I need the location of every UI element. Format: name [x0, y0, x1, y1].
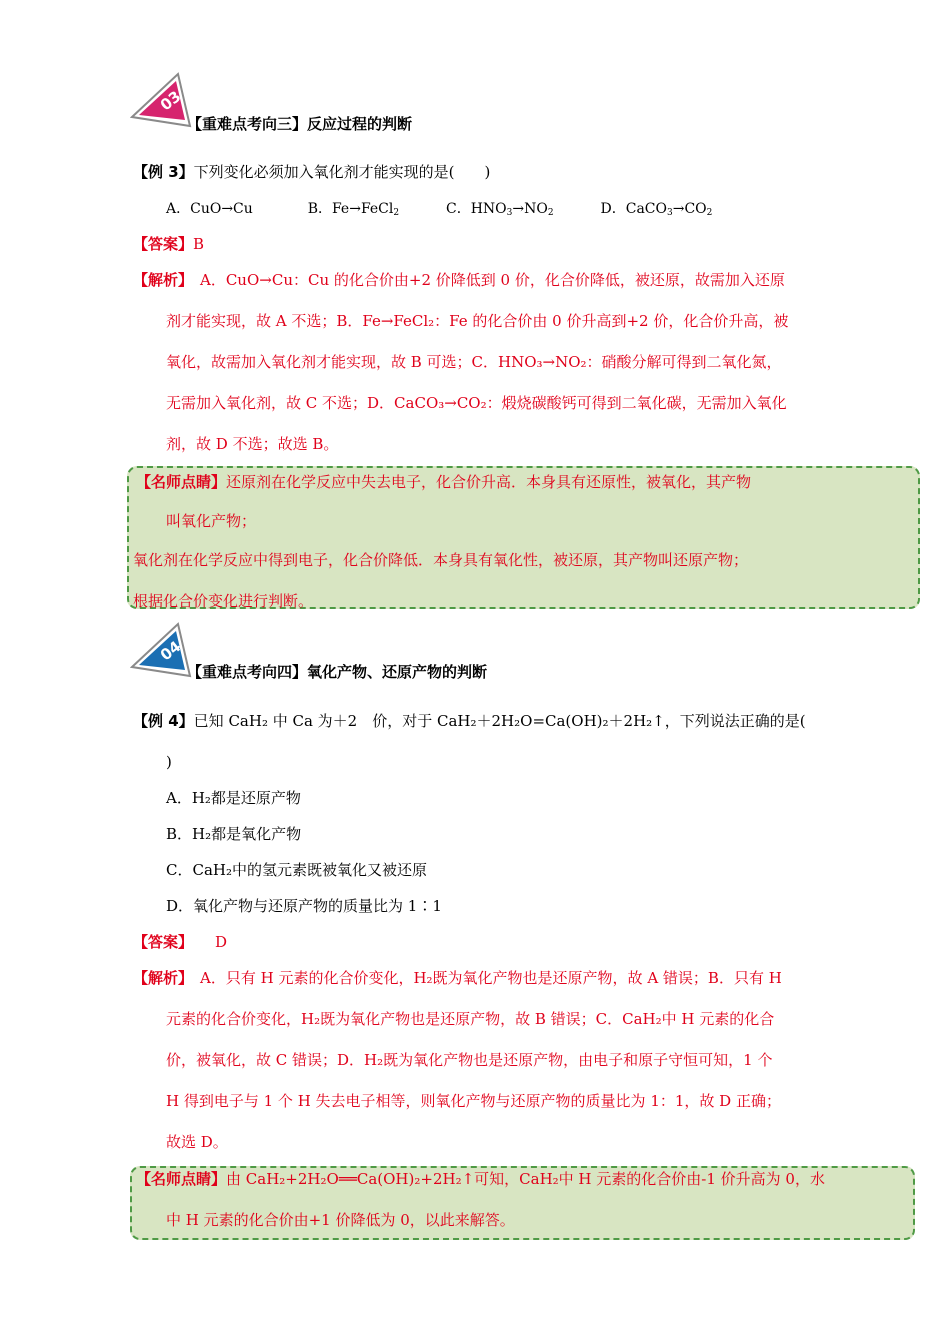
answer-value: D — [215, 933, 228, 951]
example-3-question — [133, 162, 490, 182]
question-text: 已知 CaH₂ 中 Ca 为＋2 价，对于 CaH₂＋2H₂O=Ca(OH)₂＋2H₂↑，下列说法正确的是( — [193, 712, 806, 730]
answer-value: B — [193, 235, 205, 253]
tip-3-line: 根据化合价变化进行判断。 — [133, 592, 314, 610]
question-continuation: ) — [166, 753, 172, 771]
answer-label: 【答案】 — [133, 933, 194, 951]
option-b: B．H₂都是氧化产物 — [166, 825, 302, 843]
analysis-line: A．只有 H 元素的化合价变化，H₂既为氧化产物也是还原产物，故 A 错误；B．只有 H — [200, 969, 782, 987]
analysis-line: 剂，故 D 不选；故选 B。 — [166, 435, 339, 453]
tip-3-line: 【名师点睛】还原剂在化学反应中失去电子，化合价升高．本身具有还原性，被氧化，其产物 — [136, 473, 752, 491]
options-row — [166, 199, 712, 219]
section-heading-4: 【重难点考向四】氧化产物、还原产物的判断 — [187, 663, 488, 681]
option-c: C．CaH₂中的氢元素既被氧化又被还原 — [166, 861, 427, 879]
tip-4-line: 中 H 元素的化合价由+1 价降低为 0，以此来解答。 — [166, 1211, 515, 1229]
tip-3-line: 叫氧化产物； — [166, 512, 257, 530]
option-d: D．氧化产物与还原产物的质量比为 1∶1 — [166, 897, 442, 915]
section-badge-04-icon — [130, 622, 192, 680]
svg-text:04: 04 — [156, 637, 185, 665]
analysis-line: H 得到电子与 1 个 H 失去电子相等，则氧化产物与还原产物的质量比为 1：1，故 D 正确； — [166, 1092, 781, 1110]
answer-label: 【答案】 — [133, 235, 194, 253]
analysis-3-label: 【解析】 — [133, 271, 194, 289]
section-badge-03-icon — [130, 72, 192, 130]
analysis-line: A．CuO→Cu：Cu 的化合价由+2 价降低到 0 价，化合价降低，被还原，故需加入还原 — [200, 271, 785, 289]
tip-label: 【名师点睛】 — [136, 473, 227, 491]
example-label: 【例 3】 — [133, 163, 194, 181]
option-b: B．Fe→FeCl$_2$ — [307, 201, 400, 218]
analysis-line: 氧化，故需加入氧化剂才能实现，故 B 可选；C．HNO₃→NO₂：硝酸分解可得到二氧化氮， — [166, 353, 782, 371]
tip-3-line: 氧化剂在化学反应中得到电子，化合价降低．本身具有氧化性，被还原，其产物叫还原产物； — [133, 551, 749, 569]
answer-3 — [133, 234, 204, 254]
analysis-line: 剂才能实现，故 A 不选；B．Fe→FeCl₂：Fe 的化合价由 0 价升高到+2 价，化合价升高，被 — [166, 312, 789, 330]
analysis-line: 无需加入氧化剂，故 C 不选；D．CaCO₃→CO₂：煅烧碳酸钙可得到二氧化碳，无需加入氧化 — [166, 394, 787, 412]
option-d: D．$CaCO_3\to CO_2$ — [600, 201, 713, 218]
analysis-line: 元素的化合价变化，H₂既为氧化产物也是还原产物，故 B 错误；C．CaH₂中 H 元素的化合 — [166, 1010, 775, 1028]
tip-4-line: 【名师点睛】由 CaH₂+2H₂O══Ca(OH)₂+2H₂↑可知，CaH₂中 H 元素的化合价由-1 价升高为 0，水 — [136, 1170, 825, 1188]
example-label: 【例 4】 — [133, 712, 194, 730]
analysis-4-label: 【解析】 — [133, 969, 194, 987]
example-4-question — [133, 711, 806, 731]
tip-label: 【名师点睛】 — [136, 1170, 227, 1188]
analysis-line: 价，被氧化，故 C 错误；D．H₂既为氧化产物也是还原产物，由电子和原子守恒可知，1 个 — [166, 1051, 773, 1069]
answer-4 — [133, 932, 227, 952]
option-c: C．$HNO_3\to NO_2$ — [446, 201, 554, 218]
option-a: A．H₂都是还原产物 — [166, 789, 301, 807]
analysis-line: 故选 D。 — [166, 1133, 228, 1151]
section-heading-3: 【重难点考向三】反应过程的判断 — [187, 115, 413, 133]
svg-text:03: 03 — [156, 87, 185, 115]
option-a: A．CuO→Cu — [166, 201, 253, 217]
question-text: 下列变化必须加入氧化剂才能实现的是( ) — [193, 163, 491, 181]
